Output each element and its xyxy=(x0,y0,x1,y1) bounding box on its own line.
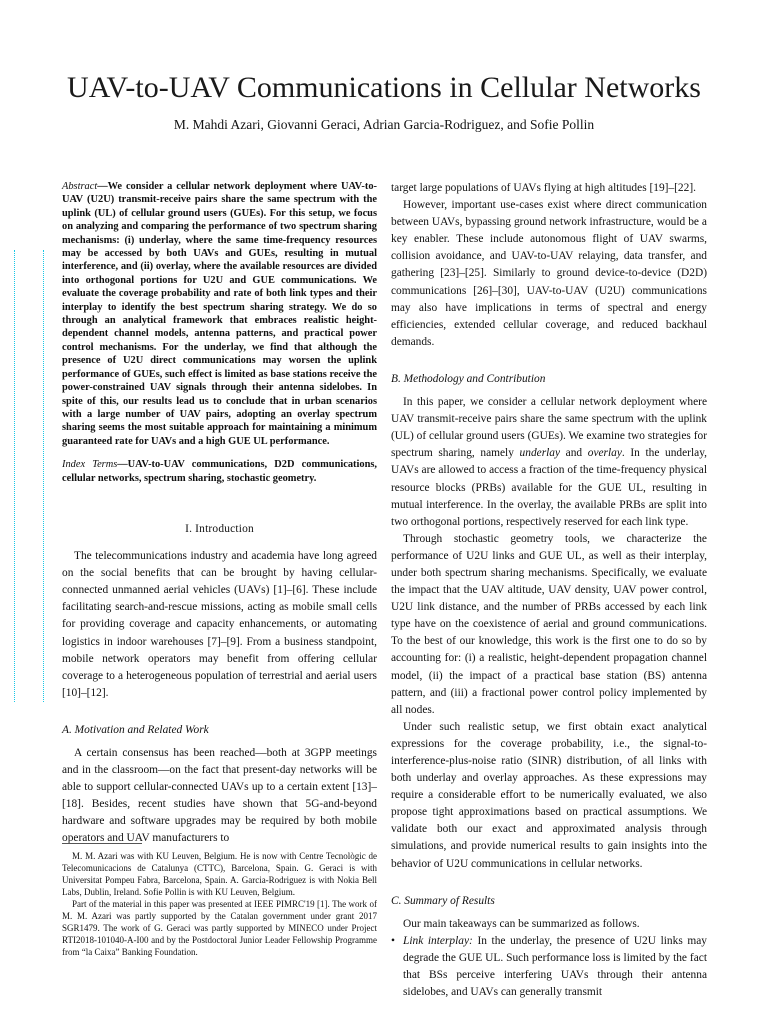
motivation-paragraph: A certain consensus has been reached—both at 3GPP meetings and in the classroom—on the fact that present-day networks will be able to support cellular-connected UAVs up to a certain extent [13]–[18]. Besides, recent studies have shown that 5G-and-beyond hardware and software upgrades may be required by both mobile operators and UAV manufacturers to xyxy=(62,746,377,845)
continued-paragraph: target large populations of UAVs flying at high altitudes [19]–[22]. xyxy=(391,182,696,194)
methodology-paragraph-2: Through stochastic geometry tools, we characterize the performance of U2U links and GUE UL, as well as their interplay, under both spectrum sharing mechanisms. Specifically, we evaluate the impact that the UAV altitude, UAV density, UAV power control, U2U link distance, and the number of PRBs accessed by each link type have on the coexistence of aerial and ground communications. To the best of our knowledge, this work is the first one to do so by accounting for: (i) a realistic, height-dependent propagation channel model, (ii) the impact of a practical base station (BS) antenna pattern, and (iii) a fractional power control policy implemented by all nodes. xyxy=(391,532,707,716)
methodology-text-a: In this paper, we consider a cellular network deployment where UAV transmit-receive pairs share the same spectrum with the uplink (UL) of cellular ground users (GUEs). We examine two strategies for spectrum sharing, namely xyxy=(391,396,707,460)
bullet-text: In the underlay, the presence of U2U links may degrade the GUE UL. Such performance loss is limited by the fact that BSs perceive interfering UAVs through their antenna sidelobes, and UAVs can generally transmit xyxy=(403,934,707,999)
abstract-text: —We consider a cellular network deployment where UAV-to-UAV (U2U) transmit-receive pairs share the same spectrum with the uplink (UL) of cellular ground users (GUEs). For this setup, we focus on analyzing and comparing the performance of two spectrum sharing mechanisms: (i) underlay, where the same time-frequency resources may be accessed by both UAVs and GUEs, resulting in mutual interference, and (ii) overlay, where the available resources are divided into orthogonal portions for U2U and GUE communications. We evaluate the coverage probability and rate of both link types and their interplay to identify the best spectrum sharing strategy. We do so through an analytical framework that embraces realistic height-dependent channel models, antenna patterns, and practical power control mechanisms. For the underlay, we find that although the presence of U2U direct communications may worsen the uplink performance of GUEs, such effect is limited as base stations receive the power-constrained UAV signals through their antenna sidelobes. In spite of this, our results lead us to conclude that in urban scenarios with a large number of UAV pairs, adopting an overlay spectrum sharing seems the most suitable approach for maintaining a minimum guaranteed rate for UAVs and a high GUE UL performance. xyxy=(62,181,377,447)
index-terms-label: Index Terms xyxy=(62,459,118,471)
footnote-funding: Part of the material in this paper was presented at IEEE PIMRC'19 [1]. The work of M. M. Azari was partly supported by the Catalan government under grant 2017 SGR1479. The work of G. Geraci was partly supported by MINECO under Project RTI2018-101040-A-I00 and by the Postdoctoral Junior Leader Fellowship Programme from “la Caixa” Banking Foundation. xyxy=(62,899,377,957)
section-heading-introduction: I. Introduction xyxy=(185,522,254,535)
footnote-divider xyxy=(62,843,142,844)
paper-title: UAV-to-UAV Communications in Cellular Networks xyxy=(67,71,701,104)
abstract-label: Abstract xyxy=(62,181,98,192)
left-column xyxy=(62,180,377,848)
abstract xyxy=(62,180,377,448)
term-underlay: underlay xyxy=(519,447,561,460)
however-paragraph: However, important use-cases exist where direct communication between UAVs, bypassing ground network infrastructure, would be a key enabler. These include autonomous flight of UAV swarms, collision avoidance, and UAV-to-UAV relaying, data transfer, and gathering [23]–[25]. Similarly to ground device-to-device (D2D) communications [26]–[30], UAV-to-UAV (U2U) communications may also have implications in terms of spectral and energy efficiencies, extended cellular coverage, and reduced backhaul demands. xyxy=(391,199,707,348)
methodology-text-b: . In the underlay, UAVs are allowed to access a fraction of the time-frequency physical resource blocks (PRBs) available for the GUE UL, resulting in mutual interference. In the overlay, the available PRBs are split into two orthogonal portions, respectively reserved for each link type. xyxy=(391,447,707,528)
subsection-heading-motivation: A. Motivation and Related Work xyxy=(62,723,209,736)
bullet-lead: Link interplay: xyxy=(403,934,473,947)
subsection-heading-summary: C. Summary of Results xyxy=(391,894,495,907)
index-terms xyxy=(62,458,377,485)
methodology-paragraph-1 xyxy=(391,394,707,531)
methodology-text-and: and xyxy=(560,447,588,460)
summary-intro: Our main takeaways can be summarized as follows. xyxy=(403,917,640,930)
right-column xyxy=(391,180,707,1001)
footnotes xyxy=(62,850,377,958)
index-terms-text: —UAV-to-UAV communications, D2D communications, cellular networks, spectrum sharing, stochastic geometry. xyxy=(62,459,378,484)
margin-annotation-marker xyxy=(14,250,44,702)
subsection-heading-methodology: B. Methodology and Contribution xyxy=(391,372,546,385)
methodology-paragraph-3: Under such realistic setup, we first obtain exact analytical expressions for the coverage probability, i.e., the signal-to-interference-plus-noise ratio (SINR) distribution, of all links with both underlay and overlay approaches. As these expressions may require a considerable effort to be numerically evaluated, we also propose tight approximations based on practical assumptions. We validate both our exact and approximated analysis through simulations, and provide numerical results to gain insights into the behavior of U2U communications in cellular networks. xyxy=(391,720,707,870)
intro-paragraph-1: The telecommunications industry and academia have long agreed on the social benefits that can be brought by having cellular-connected unmanned aerial vehicles (UAVs) [1]–[6]. These include facilitating search-and-rescue missions, acting as mobile small cells for providing coverage and capacity enhancements, or automating logistics in indoor warehouses [7]–[9]. From a business standpoint, mobile network operators may benefit from offering cellular coverage to a heterogeneous population of terrestrial and aerial users [10]–[12]. xyxy=(62,550,377,699)
footnote-affiliations: M. M. Azari was with KU Leuven, Belgium. He is now with Centre Tecnològic de Telecomunicacions de Catalunya (CTTC), Barcelona, Spain. G. Geraci is with Universitat Pompeu Fabra, Barcelona, Spain. A. Garcia-Rodriguez is with Nokia Bell Labs, Dublin, Ireland. Sofie Pollin is with KU Leuven, Belgium. xyxy=(62,851,377,897)
bullet-link-interplay xyxy=(391,933,707,1001)
paper-authors: M. Mahdi Azari, Giovanni Geraci, Adrian Garcia-Rodriguez, and Sofie Pollin xyxy=(173,117,595,132)
term-overlay: overlay xyxy=(587,447,622,460)
